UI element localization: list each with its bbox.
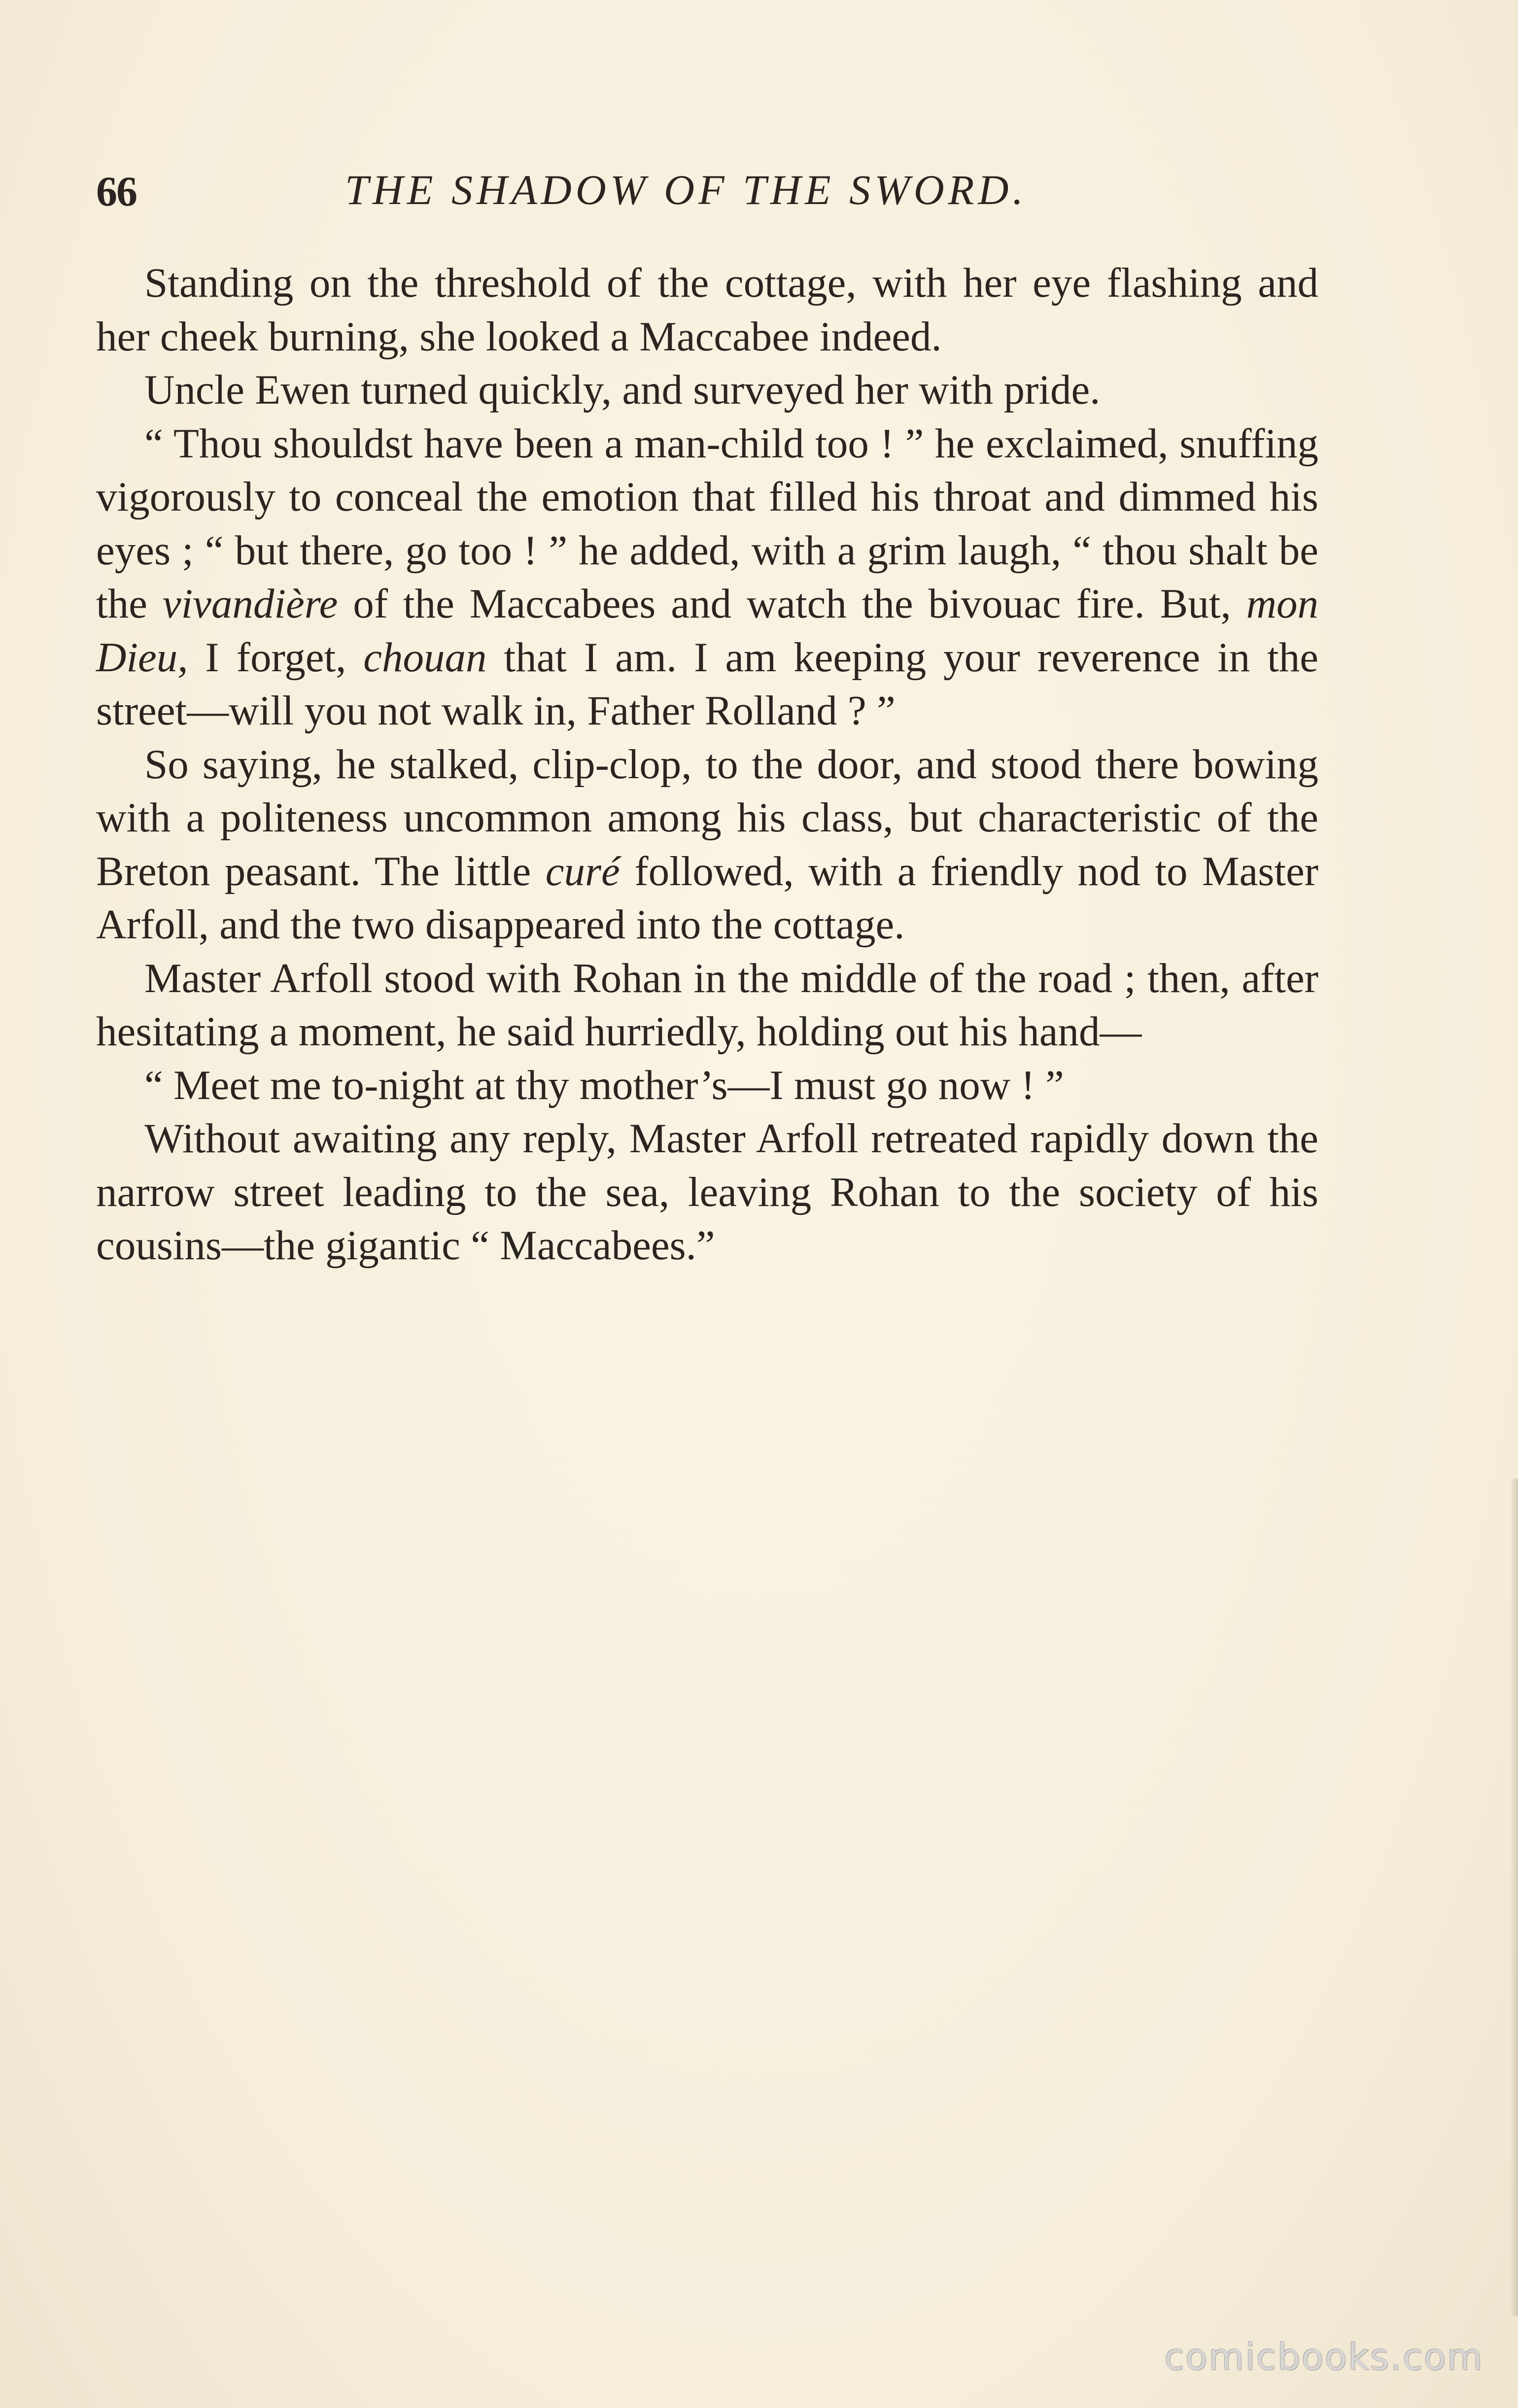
paragraph-5 <box>96 952 1318 1059</box>
watermark: comicbooks.com <box>1164 2336 1484 2378</box>
page-number: 66 <box>96 168 137 215</box>
text-segment: followed, with a friendly nod to Master Arfoll, and the two disappeared into the cottage. <box>96 848 1318 948</box>
text-segment: Uncle Ewen turned quickly, and surveyed her with pride. <box>144 367 1101 413</box>
paragraph-4 <box>96 738 1318 952</box>
paragraph-3 <box>96 417 1318 738</box>
text-segment: “ Thou shouldst have been a man-child too ! ” he exclaimed, snuffing vigorously to conceal the emotion that filled his throat and dimmed his eyes ; “ but there, go too ! ” he added, with a grim laugh, “ thou shalt be the <box>96 420 1318 627</box>
text-segment: that I am. I am keeping your reverence in the street—will you not walk in, Father Rolland ? ” <box>96 634 1318 734</box>
text-segment: “ Meet me to-night at thy mother’s—I must go now ! ” <box>144 1062 1064 1108</box>
italic-word: mon Dieu, <box>96 581 1319 681</box>
italic-word: vivandière <box>162 581 338 627</box>
paragraph-7 <box>96 1112 1318 1273</box>
text-segment: Without awaiting any reply, Master Arfoll retreated rapidly down the narrow street leading to the sea, leaving Rohan to the society of his cousins—the gigantic “ Maccabees.” <box>96 1115 1318 1269</box>
body-text <box>96 256 1318 1273</box>
paragraph-6 <box>96 1059 1318 1112</box>
text-segment: Master Arfoll stood with Rohan in the middle of the road ; then, after hesitating a moment, he said hurriedly, holding out his hand— <box>96 955 1318 1055</box>
italic-word: chouan <box>363 634 487 681</box>
text-segment: I forget, <box>188 634 364 681</box>
running-title: THE SHADOW OF THE SWORD. <box>345 166 1027 213</box>
paragraph-2 <box>96 363 1318 417</box>
running-head <box>96 158 1087 227</box>
text-segment: Standing on the threshold of the cottage, with her eye flashing and her cheek burning, she looked a Maccabee indeed. <box>96 260 1318 360</box>
italic-word: curé <box>545 848 620 894</box>
paragraph-1 <box>96 256 1318 363</box>
text-segment: So saying, he stalked, clip-clop, to the door, and stood there bowing with a politeness uncommon among his class, but characteristic of the Breton peasant. The little <box>96 741 1318 894</box>
text-segment: of the Maccabees and watch the bivouac fire. But, <box>338 581 1246 627</box>
page-edge-shadow <box>1510 1479 1518 2316</box>
